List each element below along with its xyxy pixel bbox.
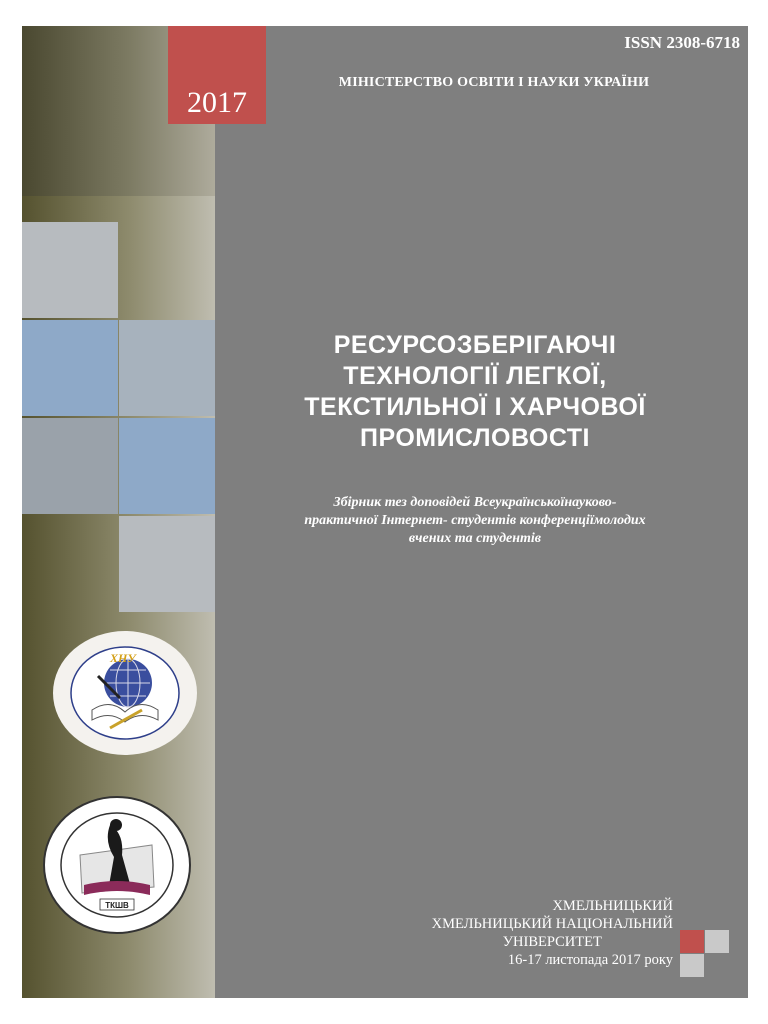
decor-square (119, 418, 215, 514)
decor-square (22, 320, 118, 416)
subtitle-line: Збірник тез доповідей Всеукраїнськоїнауково- (333, 495, 617, 510)
subtitle-line: практичної Інтернет- студентів конференціїмолодих (304, 513, 646, 528)
publisher-block (432, 897, 673, 969)
city-line: ХМЕЛЬНИЦЬКИЙ (552, 898, 673, 914)
title-line: ТЕХНОЛОГІЇ ЛЕГКОЇ, (343, 362, 607, 390)
title-line: РЕСУРСОЗБЕРІГАЮЧІ (333, 331, 617, 359)
decor-mini-square (705, 930, 729, 953)
emblem-abbr: ХНУ (110, 651, 136, 665)
decor-square (119, 516, 215, 612)
subtitle (240, 494, 710, 548)
university-emblem (50, 628, 200, 758)
decor-square (22, 222, 118, 318)
issn-number: ISSN 2308-6718 (624, 33, 740, 52)
decor-square (119, 320, 215, 416)
decor-square (22, 418, 118, 514)
decor-mini-square (680, 930, 704, 953)
ministry-header: МІНІСТЕРСТВО ОСВІТИ І НАУКИ УКРАЇНИ (338, 75, 650, 90)
title-line: ПРОМИСЛОВОСТІ (360, 424, 590, 452)
title-line: ТЕКСТИЛЬНОЇ І ХАРЧОВОЇ (304, 393, 646, 421)
subtitle-line: вчених та студентів (408, 531, 542, 546)
date-line: 16-17 листопада 2017 року (507, 952, 673, 968)
emblem2-abbr: ТКШВ (105, 901, 129, 910)
year-badge: 2017 (168, 26, 266, 124)
decor-mini-square (680, 954, 704, 977)
university-line: ХМЕЛЬНИЦЬКИЙ НАЦІОНАЛЬНИЙ (431, 916, 673, 932)
main-title (240, 330, 710, 454)
department-emblem (42, 795, 192, 935)
university-line-2: УНІВЕРСИТЕТ (502, 934, 602, 950)
